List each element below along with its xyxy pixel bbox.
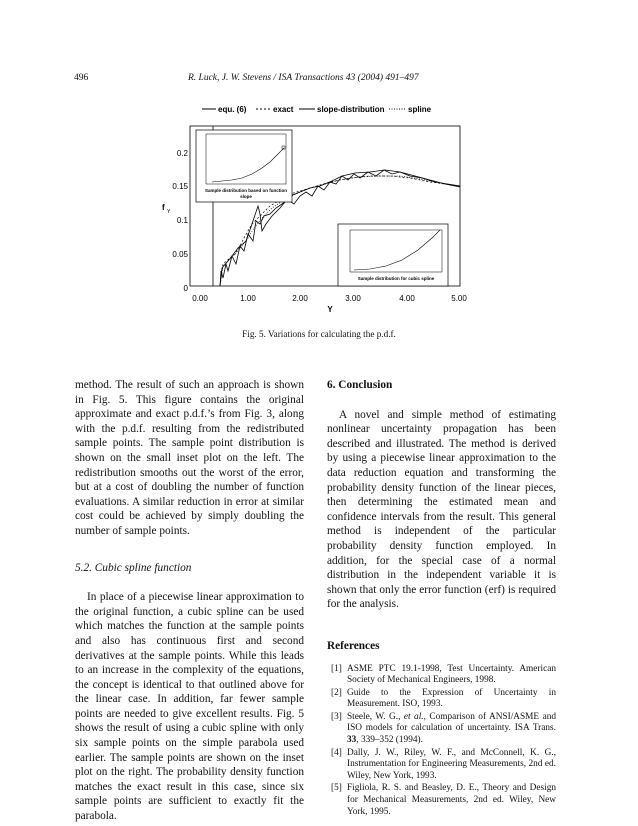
reference-item: [1] ASME PTC 19.1-1998, Test Uncertainty. American Society of Mechanical Engineers, 1998. bbox=[331, 663, 556, 686]
page-number: 496 bbox=[74, 73, 89, 83]
y-tick-label: 0 bbox=[183, 284, 188, 293]
y-tick-label: 0.15 bbox=[172, 182, 188, 191]
inset-right bbox=[338, 224, 448, 286]
x-tick-label: 3.00 bbox=[345, 294, 361, 303]
section-heading-6: 6. Conclusion bbox=[327, 379, 393, 391]
y-axis-label-sub: Y bbox=[167, 209, 171, 215]
running-head: R. Luck, J. W. Stevens / ISA Transactions 43 (2004) 491–497 bbox=[188, 73, 419, 83]
x-axis-label: Y bbox=[327, 305, 333, 314]
reference-item: [3] Steele, W. G., et al., Comparison of ANSI/ASME and ISO models for calculation of uncertainty. ISA Trans. 33, 339–352 (1994). bbox=[331, 711, 556, 746]
paragraph: In place of a piecewise linear approximation to the original function, a cubic spline can be used which matches the function at the sample points and also has continuous first and second derivatives at the sample points. While this leads to an increase in the complexity of the equations, the concept is identical to that outlined above for the linear case. In addition, far fewer sample points are needed to give excellent results. Fig. 5 shows the result of using a cubic spline with only six sample points on the simple parabola used earlier. The sample points are shown on the inset plot on the right. The probability density function matches the exact result in this case, since six sample points are sufficient to exactly fit the parabola. bbox=[75, 591, 304, 823]
inset-left bbox=[196, 130, 292, 202]
x-tick-label: 5.00 bbox=[451, 294, 467, 303]
figure-caption: Fig. 5. Variations for calculating the p.d.f. bbox=[242, 329, 396, 339]
reference-item: [2] Guide to the Expression of Uncertainty in Measurement. ISO, 1993. bbox=[331, 687, 556, 710]
x-tick-label: 1.00 bbox=[240, 294, 256, 303]
section-heading-5-2: 5.2. Cubic spline function bbox=[75, 561, 192, 574]
inset-right-caption: Sample distribution for cubic spline bbox=[357, 276, 435, 281]
paragraph: method. The result of such an approach is shown in Fig. 5. This figure contains the original approximate and exact p.d.f.’s from Fig. 3, along with the p.d.f. resulting from the redistributed sample points. The sample point distribution is shown on the small inset plot on the left. The redistribution smooths out the worst of the error, but at a cost of doubling the number of function evaluations. A similar reduction in error at similar cost could be achieved by simply doubling the number of sample points. bbox=[75, 379, 304, 537]
x-tick-label: 0.00 bbox=[192, 294, 208, 303]
reference-list bbox=[327, 664, 556, 819]
legend-equ: equ. (6) bbox=[218, 105, 247, 114]
x-tick-label: 2.00 bbox=[292, 294, 308, 303]
references-heading: References bbox=[327, 639, 380, 652]
figure-5 bbox=[160, 96, 480, 326]
legend-slope: slope-distribution bbox=[317, 105, 385, 114]
legend-spline: spline bbox=[408, 105, 432, 114]
y-axis-label: f bbox=[162, 203, 165, 212]
legend-exact: exact bbox=[273, 105, 294, 114]
y-tick-label: 0.2 bbox=[176, 149, 188, 158]
y-tick-label: 0.05 bbox=[172, 250, 188, 259]
reference-item: [4] Dally, J. W., Riley, W. F., and McConnell, K. G., Instrumentation for Engineering Measurements, 2nd ed. Wiley, New York, 1993. bbox=[331, 747, 556, 781]
inset-left-caption: Sample distribution based on function bbox=[204, 188, 288, 193]
paragraph: A novel and simple method of estimating nonlinear uncertainty propagation has been described and illustrated. The method is derived by using a piecewise linear approximation to the data reduction equation and transforming the probability density function of the linear pieces, then determining the estimated mean and confidence intervals from the result. This general method is independent of the particular probability density function employed. In addition, for the special case of a normal distribution in the independent variable it is shown that only the error function (erf) is required for the analysis. bbox=[327, 408, 556, 611]
inset-left-caption: slope bbox=[240, 194, 252, 199]
y-tick-label: 0.1 bbox=[176, 216, 188, 225]
x-tick-label: 4.00 bbox=[399, 294, 415, 303]
reference-item: [5] Figliola, R. S. and Beasley, D. E., Theory and Design for Mechanical Measurements, 2nd ed. Wiley, New York, 1995. bbox=[331, 783, 556, 817]
x-axis bbox=[192, 294, 467, 314]
legend bbox=[202, 105, 432, 114]
left-column bbox=[75, 378, 304, 824]
right-column bbox=[327, 378, 556, 819]
